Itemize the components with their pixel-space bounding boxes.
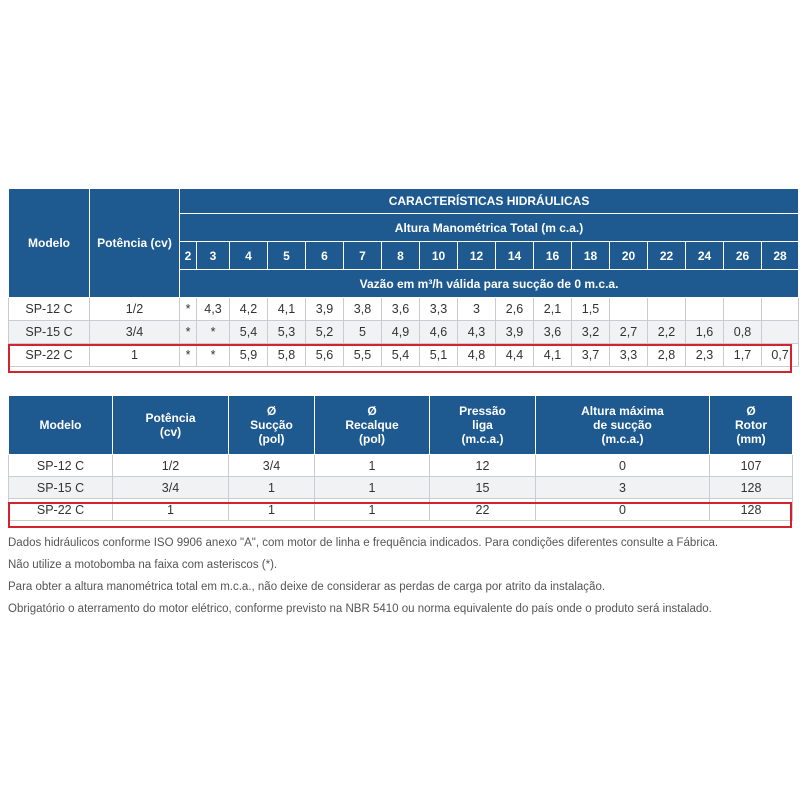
header-line: (pol) bbox=[359, 432, 385, 446]
flow-cell: 3,3 bbox=[420, 298, 458, 321]
flow-cell: 4,1 bbox=[268, 298, 306, 321]
hydraulic-table bbox=[8, 188, 799, 367]
header-line: Altura máxima bbox=[581, 404, 664, 418]
flow-cell: 5,4 bbox=[230, 321, 268, 344]
flow-cell: 3,9 bbox=[496, 321, 534, 344]
flow-cell: 4,2 bbox=[230, 298, 268, 321]
height-header: 24 bbox=[686, 242, 724, 270]
height-header: 28 bbox=[762, 242, 799, 270]
spec-header-altura bbox=[536, 396, 710, 455]
header-line: (mm) bbox=[736, 432, 766, 446]
flow-cell: 3,7 bbox=[572, 344, 610, 367]
flow-cell: 4,3 bbox=[197, 298, 230, 321]
height-header: 14 bbox=[496, 242, 534, 270]
flow-cell: 5,5 bbox=[344, 344, 382, 367]
flow-cell: * bbox=[180, 344, 197, 367]
altura-total-title: Altura Manométrica Total (m c.a.) bbox=[180, 214, 799, 242]
flow-cell: 2,8 bbox=[648, 344, 686, 367]
potencia-cell: 1/2 bbox=[113, 455, 229, 477]
note-line: Dados hidráulicos conforme ISO 9906 anexo "A", com motor de linha e frequência indicados. Para condições diferentes consulte a Fábrica. bbox=[8, 537, 719, 549]
height-header: 6 bbox=[306, 242, 344, 270]
model-cell: SP-15 C bbox=[9, 321, 90, 344]
flow-cell: 3 bbox=[458, 298, 496, 321]
header-line: (m.c.a.) bbox=[601, 432, 644, 446]
power-cell: 1 bbox=[90, 344, 180, 367]
height-header: 4 bbox=[230, 242, 268, 270]
height-header: 22 bbox=[648, 242, 686, 270]
succao-cell: 1 bbox=[229, 477, 315, 499]
modelo-cell: SP-12 C bbox=[9, 455, 113, 477]
spec-rows bbox=[9, 455, 793, 521]
potencia-cell: 1 bbox=[113, 499, 229, 521]
vazao-title: Vazão em m³/h válida para sucção de 0 m.c.a. bbox=[180, 270, 799, 298]
flow-cell: 5,4 bbox=[382, 344, 420, 367]
col-header-potencia: Potência (cv) bbox=[90, 189, 180, 298]
flow-cell bbox=[762, 298, 799, 321]
flow-cell: 5,9 bbox=[230, 344, 268, 367]
pressao-cell: 12 bbox=[430, 455, 536, 477]
model-cell: SP-22 C bbox=[9, 344, 90, 367]
flow-cell: 1,5 bbox=[572, 298, 610, 321]
flow-cell: 3,8 bbox=[344, 298, 382, 321]
flow-cell: 5 bbox=[344, 321, 382, 344]
col-header-modelo: Modelo bbox=[9, 189, 90, 298]
altura-cell: 0 bbox=[536, 499, 710, 521]
flow-cell: * bbox=[180, 298, 197, 321]
note-line: Obrigatório o aterramento do motor elétrico, conforme previsto na NBR 5410 ou norma equivalente do país onde o produto será instalado. bbox=[8, 603, 712, 615]
header-line: liga bbox=[472, 418, 493, 432]
table-row bbox=[9, 477, 793, 499]
flow-cell: 3,3 bbox=[610, 344, 648, 367]
modelo-cell: SP-22 C bbox=[9, 499, 113, 521]
flow-cell bbox=[648, 298, 686, 321]
table-row bbox=[9, 344, 799, 367]
flow-cell: 3,6 bbox=[534, 321, 572, 344]
height-header: 7 bbox=[344, 242, 382, 270]
diameter-symbol: Ø bbox=[266, 404, 277, 418]
header-line: Potência bbox=[145, 411, 196, 425]
height-header: 5 bbox=[268, 242, 306, 270]
height-header: 10 bbox=[420, 242, 458, 270]
spec-header-potencia bbox=[113, 396, 229, 455]
height-header: 3 bbox=[197, 242, 230, 270]
table-row bbox=[9, 455, 793, 477]
height-header: 12 bbox=[458, 242, 496, 270]
flow-cell: 4,4 bbox=[496, 344, 534, 367]
flow-cell: 2,3 bbox=[686, 344, 724, 367]
flow-cell: 4,3 bbox=[458, 321, 496, 344]
height-header: 18 bbox=[572, 242, 610, 270]
flow-cell: 2,7 bbox=[610, 321, 648, 344]
flow-cell: 3,2 bbox=[572, 321, 610, 344]
height-header: 16 bbox=[534, 242, 572, 270]
flow-cell: 4,9 bbox=[382, 321, 420, 344]
altura-cell: 0 bbox=[536, 455, 710, 477]
spec-header-rotor bbox=[710, 396, 793, 455]
table-row bbox=[9, 321, 799, 344]
spec-header-pressao bbox=[430, 396, 536, 455]
power-cell: 1/2 bbox=[90, 298, 180, 321]
flow-cell bbox=[610, 298, 648, 321]
potencia-cell: 3/4 bbox=[113, 477, 229, 499]
flow-cell: 1,6 bbox=[686, 321, 724, 344]
flow-cell: 3,6 bbox=[382, 298, 420, 321]
height-header: 2 bbox=[180, 242, 197, 270]
header-line: (pol) bbox=[258, 432, 285, 446]
header-line: (cv) bbox=[159, 425, 182, 439]
note-line: Não utilize a motobomba na faixa com asteriscos (*). bbox=[8, 559, 278, 571]
flow-cell: 5,1 bbox=[420, 344, 458, 367]
note-line: Para obter a altura manométrica total em m.c.a., não deixe de considerar as perdas de carga por atrito da instalação. bbox=[8, 581, 606, 593]
flow-cell: 4,8 bbox=[458, 344, 496, 367]
table-row bbox=[9, 298, 799, 321]
flow-cell: 0,8 bbox=[724, 321, 762, 344]
altura-cell: 3 bbox=[536, 477, 710, 499]
flow-cell: 2,6 bbox=[496, 298, 534, 321]
modelo-cell: SP-15 C bbox=[9, 477, 113, 499]
spec-table bbox=[8, 395, 793, 521]
flow-cell: * bbox=[197, 321, 230, 344]
rotor-cell: 128 bbox=[710, 499, 793, 521]
header-line: de sucção bbox=[593, 418, 652, 432]
table-row bbox=[9, 499, 793, 521]
height-header: 20 bbox=[610, 242, 648, 270]
rotor-cell: 107 bbox=[710, 455, 793, 477]
caracteristicas-title: CARACTERÍSTICAS HIDRÁULICAS bbox=[180, 189, 799, 214]
pressao-cell: 22 bbox=[430, 499, 536, 521]
flow-cell: 2,1 bbox=[534, 298, 572, 321]
pressao-cell: 15 bbox=[430, 477, 536, 499]
spec-header-recalque bbox=[315, 396, 430, 455]
flow-cell: 3,9 bbox=[306, 298, 344, 321]
height-header: 26 bbox=[724, 242, 762, 270]
flow-cell bbox=[762, 321, 799, 344]
notes bbox=[8, 532, 792, 620]
spec-header-succao bbox=[229, 396, 315, 455]
spec-header-modelo: Modelo bbox=[9, 396, 113, 455]
flow-cell: 0,7 bbox=[762, 344, 799, 367]
header-line: (m.c.a.) bbox=[461, 432, 504, 446]
height-header: 8 bbox=[382, 242, 420, 270]
header-line: Rotor bbox=[735, 418, 767, 432]
flow-cell: 5,3 bbox=[268, 321, 306, 344]
flow-cell bbox=[724, 298, 762, 321]
flow-cell: 5,8 bbox=[268, 344, 306, 367]
recalque-cell: 1 bbox=[315, 477, 430, 499]
flow-cell: * bbox=[180, 321, 197, 344]
power-cell: 3/4 bbox=[90, 321, 180, 344]
flow-cell: 5,6 bbox=[306, 344, 344, 367]
rotor-cell: 128 bbox=[710, 477, 793, 499]
flow-cell bbox=[686, 298, 724, 321]
model-cell: SP-12 C bbox=[9, 298, 90, 321]
flow-cell: 4,1 bbox=[534, 344, 572, 367]
succao-cell: 1 bbox=[229, 499, 315, 521]
recalque-cell: 1 bbox=[315, 499, 430, 521]
succao-cell: 3/4 bbox=[229, 455, 315, 477]
header-line: Pressão bbox=[459, 404, 506, 418]
header-line: Recalque bbox=[345, 418, 399, 432]
hydraulic-rows bbox=[9, 298, 799, 367]
flow-cell: 4,6 bbox=[420, 321, 458, 344]
recalque-cell: 1 bbox=[315, 455, 430, 477]
flow-cell: 1,7 bbox=[724, 344, 762, 367]
header-line: Sucção bbox=[250, 418, 293, 432]
diameter-symbol: Ø bbox=[367, 404, 377, 418]
diameter-symbol: Ø bbox=[746, 404, 756, 418]
flow-cell: 2,2 bbox=[648, 321, 686, 344]
flow-cell: 5,2 bbox=[306, 321, 344, 344]
flow-cell: * bbox=[197, 344, 230, 367]
